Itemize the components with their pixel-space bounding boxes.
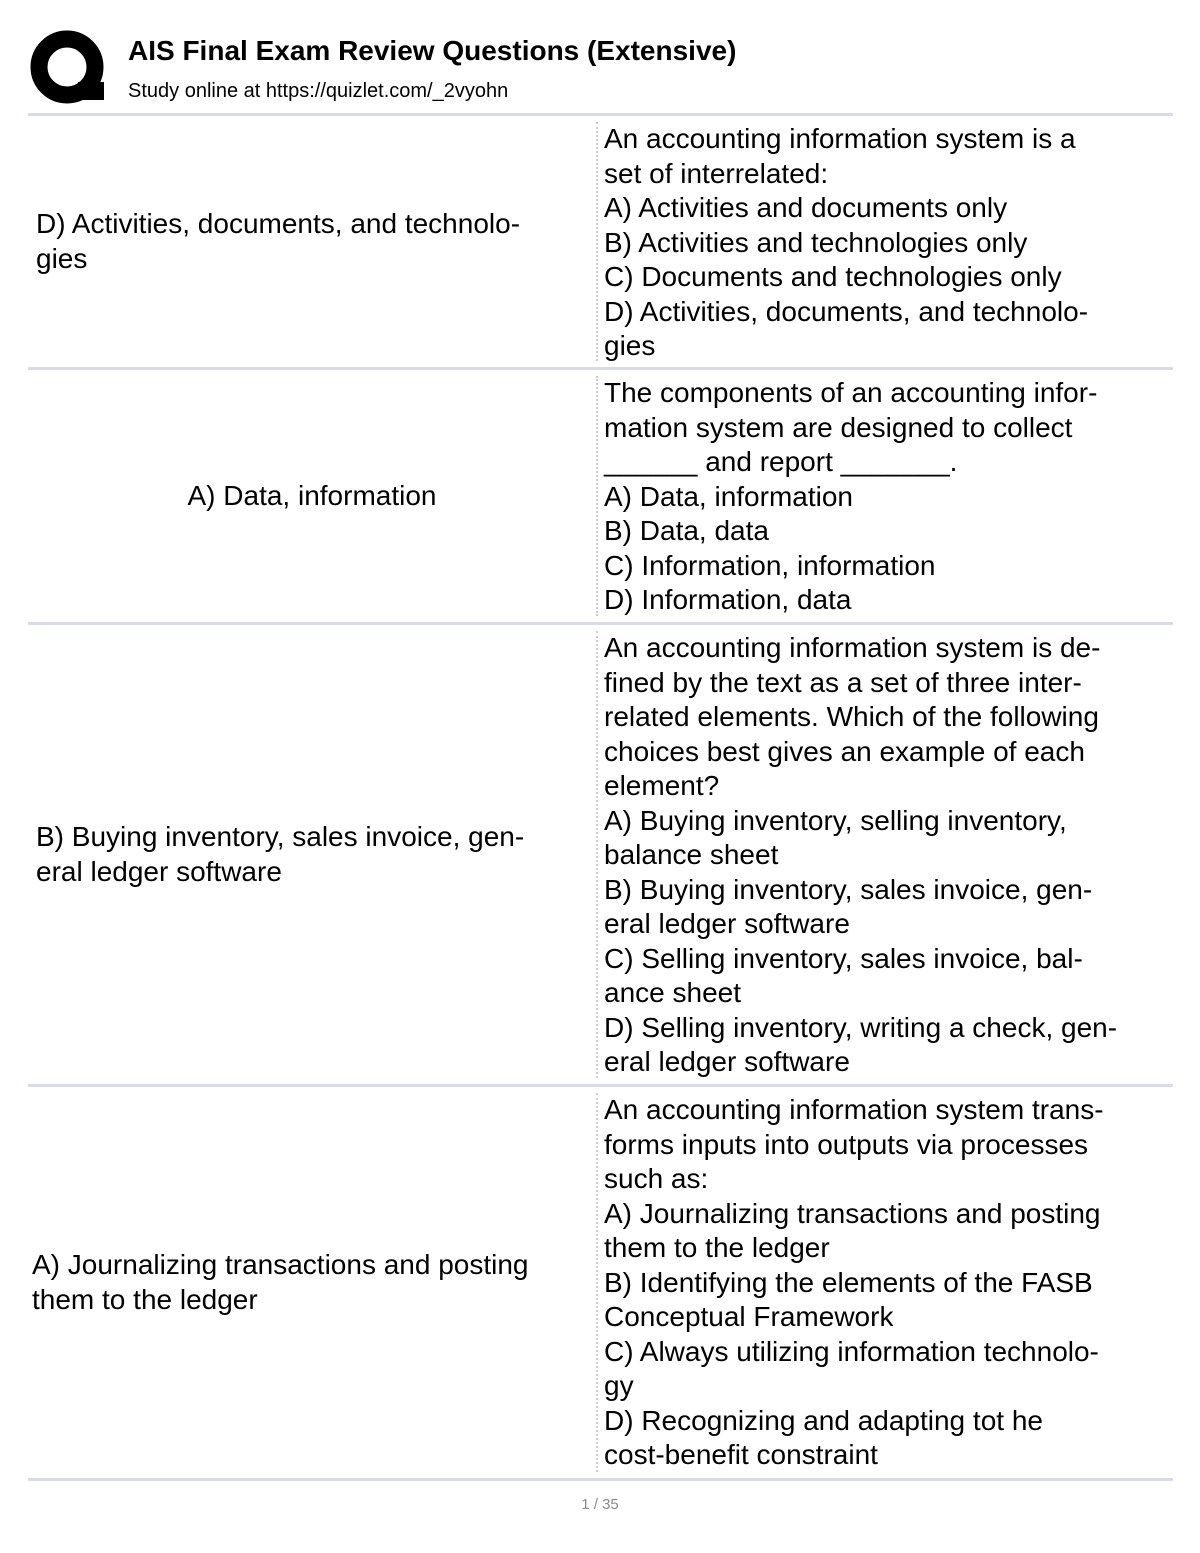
flashcard-row xyxy=(28,625,1173,1087)
term-text: A) Data, information xyxy=(187,479,437,511)
term-text: B) Buying inventory, sales invoice, gen- eral ledger software xyxy=(36,821,525,887)
definition-cell: An accounting information system is a set of interrelated: A) Activities and documents only B) Activities and technologies only C) Documents and technologies only D) Activities, documents, and technolo- gies xyxy=(604,123,1089,361)
study-online-link-text: Study online at https://quizlet.com/_2vyohn xyxy=(128,80,509,102)
document-title: AIS Final Exam Review Questions (Extensive) xyxy=(128,35,737,66)
flashcard-row xyxy=(28,1087,1173,1481)
term-cell xyxy=(28,625,596,1084)
flashcard-row xyxy=(28,116,1173,370)
term-cell xyxy=(28,370,596,622)
term-cell xyxy=(28,116,596,367)
page-number: 1 / 35 xyxy=(581,1496,619,1513)
term-cell xyxy=(28,1087,596,1478)
definition-cell: An accounting information system is de- fined by the text as a set of three inter- related elements. Which of the following choices best gives an example of each element? A) Buying inventory, selling inventory, balance sheet B) Buying inventory, sales invoice, gen- eral ledger software C) Selling inventory, sales invoice, bal- ance sheet D) Selling inventory, writing a check, gen- eral ledger software xyxy=(604,632,1118,1077)
flashcard-row xyxy=(28,370,1173,625)
quizlet-logo-icon xyxy=(30,30,108,108)
term-text: A) Journalizing transactions and posting them to the ledger xyxy=(32,1249,529,1315)
term-text: D) Activities, documents, and technolo- gies xyxy=(36,208,521,274)
definition-cell: The components of an accounting infor- mation system are designed to collect ______ and report _______. A) Data, information B) Data, data C) Information, information D) Information, data xyxy=(604,377,1098,615)
definition-cell: An accounting information system trans- forms inputs into outputs via processes such as: A) Journalizing transactions and posting them to the ledger B) Identifying the elements of the FASB Conceptual Framework C) Always utilizing information technolo- gy D) Recognizing and adapting tot he cost-benefit constraint xyxy=(604,1094,1104,1470)
document-header xyxy=(30,30,1175,114)
